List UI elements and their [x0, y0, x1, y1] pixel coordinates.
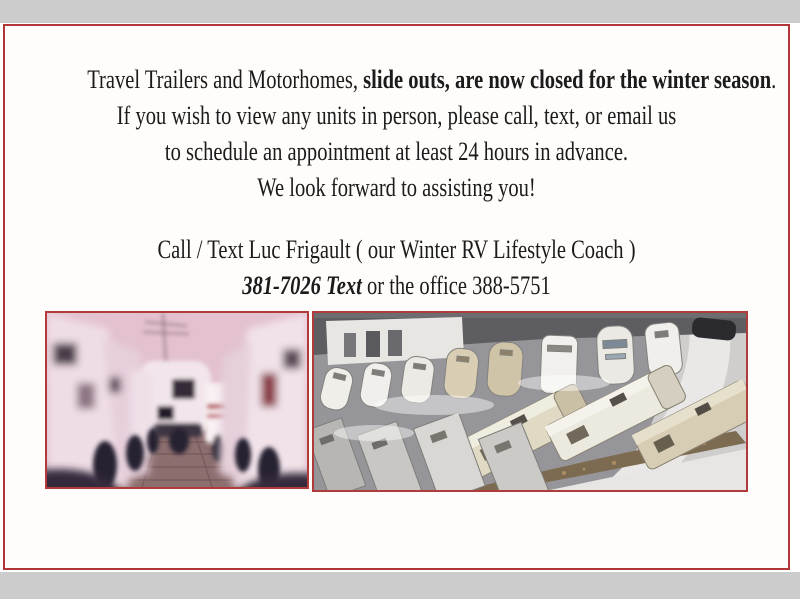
- office-number-text: or the office 388-5751: [361, 271, 551, 300]
- notice-line-4: We look forward to assisting you!: [257, 173, 536, 202]
- phone-line: [87, 268, 706, 304]
- top-letterbox-bar: [0, 0, 800, 23]
- headline-regular: Travel Trailers and Motorhomes,: [87, 65, 364, 94]
- notice-line-3: to schedule an appointment at least 24 hours in advance.: [164, 137, 629, 166]
- rv-aisle-illustration: [47, 313, 307, 487]
- photo-rv-aisle: [45, 311, 309, 489]
- contact-line: Call / Text Luc Frigault ( our Winter RV Lifestyle Coach ): [157, 235, 636, 264]
- rv-lot-aerial-illustration: [314, 313, 746, 490]
- phone-number-text: 381-7026 Text: [242, 271, 362, 300]
- notice-line-2: If you wish to view any units in person, please call, text, or email us: [116, 101, 677, 130]
- headline-period: .: [771, 65, 777, 94]
- headline-bold: slide outs, are now closed for the winter season: [363, 65, 772, 94]
- notice-frame: [3, 24, 790, 570]
- bottom-letterbox-bar: [0, 572, 800, 599]
- paragraph-spacer: [5, 206, 788, 232]
- notice-text-block: [5, 26, 788, 304]
- headline-line: [87, 62, 777, 98]
- photo-rv-lot-aerial: [312, 311, 748, 492]
- photo-row: [5, 311, 788, 492]
